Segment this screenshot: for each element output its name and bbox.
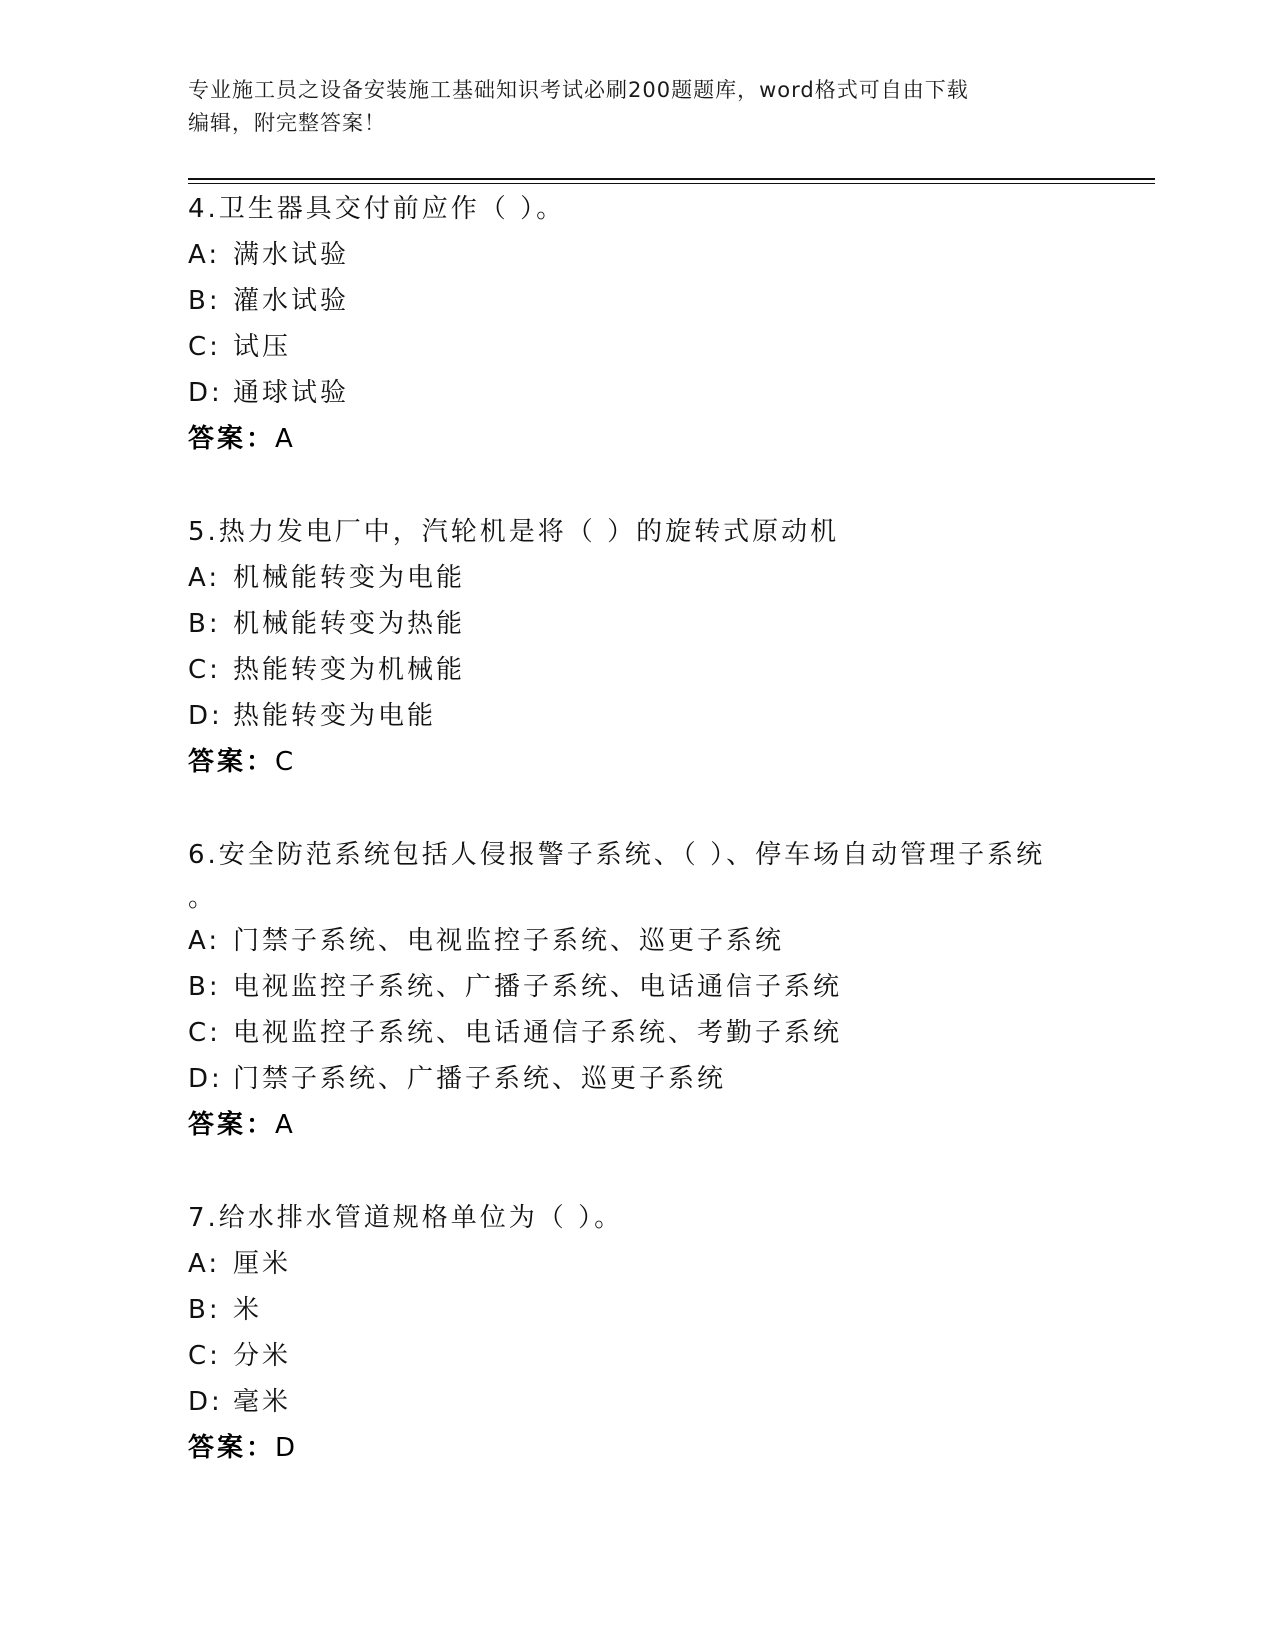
- option-key: A:: [188, 926, 221, 956]
- option-text: 毫米: [233, 1387, 292, 1417]
- option-text: 分米: [233, 1341, 292, 1371]
- option-text: 灌水试验: [233, 286, 350, 316]
- option-text: 米: [233, 1295, 263, 1325]
- answer-label: 答案：: [188, 1433, 276, 1463]
- question-6: [188, 832, 1088, 1148]
- option-key: B:: [188, 1295, 221, 1325]
- answer-line: [188, 1102, 1088, 1148]
- question-7: [188, 1195, 1088, 1471]
- option-text: 机械能转变为热能: [233, 609, 466, 639]
- answer-label: 答案：: [188, 1110, 276, 1140]
- option-a: [188, 232, 1088, 278]
- question-4: [188, 186, 1088, 462]
- option-a: [188, 1241, 1088, 1287]
- option-c: [188, 324, 1088, 370]
- question-5: [188, 509, 1088, 785]
- option-a: [188, 555, 1088, 601]
- question-stem: 7.给水排水管道规格单位为（ ）。: [188, 1203, 624, 1233]
- option-b: [188, 964, 1088, 1010]
- option-key: D:: [188, 1387, 223, 1417]
- answer-line: [188, 416, 1088, 462]
- option-d: [188, 693, 1088, 739]
- answer-line: [188, 739, 1088, 785]
- option-text: 电视监控子系统、电话通信子系统、考勤子系统: [233, 1018, 843, 1048]
- option-key: C:: [188, 1018, 221, 1048]
- option-b: [188, 601, 1088, 647]
- option-c: [188, 1333, 1088, 1379]
- option-key: C:: [188, 1341, 221, 1371]
- option-key: D:: [188, 701, 223, 731]
- option-d: [188, 370, 1088, 416]
- option-key: C:: [188, 655, 221, 685]
- question-stem: 5.热力发电厂中，汽轮机是将（ ）的旋转式原动机: [188, 517, 840, 547]
- option-text: 厘米: [233, 1249, 292, 1279]
- question-stem: 4.卫生器具交付前应作（ ）。: [188, 194, 566, 224]
- answer-value: A: [275, 424, 293, 454]
- option-text: 电视监控子系统、广播子系统、电话通信子系统: [233, 972, 843, 1002]
- option-text: 机械能转变为电能: [233, 563, 466, 593]
- option-key: A:: [188, 563, 221, 593]
- option-key: B:: [188, 286, 221, 316]
- question-stem-continuation: 。: [188, 883, 218, 913]
- option-text: 满水试验: [233, 240, 350, 270]
- option-text: 试压: [233, 332, 292, 362]
- answer-value: D: [275, 1433, 296, 1463]
- option-key: B:: [188, 609, 221, 639]
- option-text: 热能转变为电能: [233, 701, 437, 731]
- answer-value: C: [275, 747, 294, 777]
- header-divider-thin: [188, 183, 1155, 184]
- option-d: [188, 1379, 1088, 1425]
- option-text: 门禁子系统、电视监控子系统、巡更子系统: [233, 926, 785, 956]
- option-d: [188, 1056, 1088, 1102]
- option-text: 热能转变为机械能: [233, 655, 466, 685]
- question-list: [188, 186, 1088, 1518]
- option-key: A:: [188, 1249, 221, 1279]
- answer-label: 答案：: [188, 747, 276, 777]
- option-text: 门禁子系统、广播子系统、巡更子系统: [233, 1064, 727, 1094]
- option-key: D:: [188, 378, 223, 408]
- option-key: A:: [188, 240, 221, 270]
- option-text: 通球试验: [233, 378, 350, 408]
- option-c: [188, 1010, 1088, 1056]
- option-a: [188, 918, 1088, 964]
- option-b: [188, 278, 1088, 324]
- option-b: [188, 1287, 1088, 1333]
- answer-label: 答案：: [188, 424, 276, 454]
- question-stem: 6.安全防范系统包括人侵报警子系统、（ ）、停车场自动管理子系统: [188, 840, 1046, 870]
- document-header: [188, 74, 1068, 140]
- header-line-2: 编辑，附完整答案！: [188, 111, 386, 135]
- answer-value: A: [275, 1110, 293, 1140]
- header-divider-thick: [188, 178, 1155, 180]
- answer-line: [188, 1425, 1088, 1471]
- option-c: [188, 647, 1088, 693]
- option-key: D:: [188, 1064, 223, 1094]
- option-key: B:: [188, 972, 221, 1002]
- option-key: C:: [188, 332, 221, 362]
- header-line-1: 专业施工员之设备安装施工基础知识考试必刷200题题库，word格式可自由下载: [188, 78, 969, 102]
